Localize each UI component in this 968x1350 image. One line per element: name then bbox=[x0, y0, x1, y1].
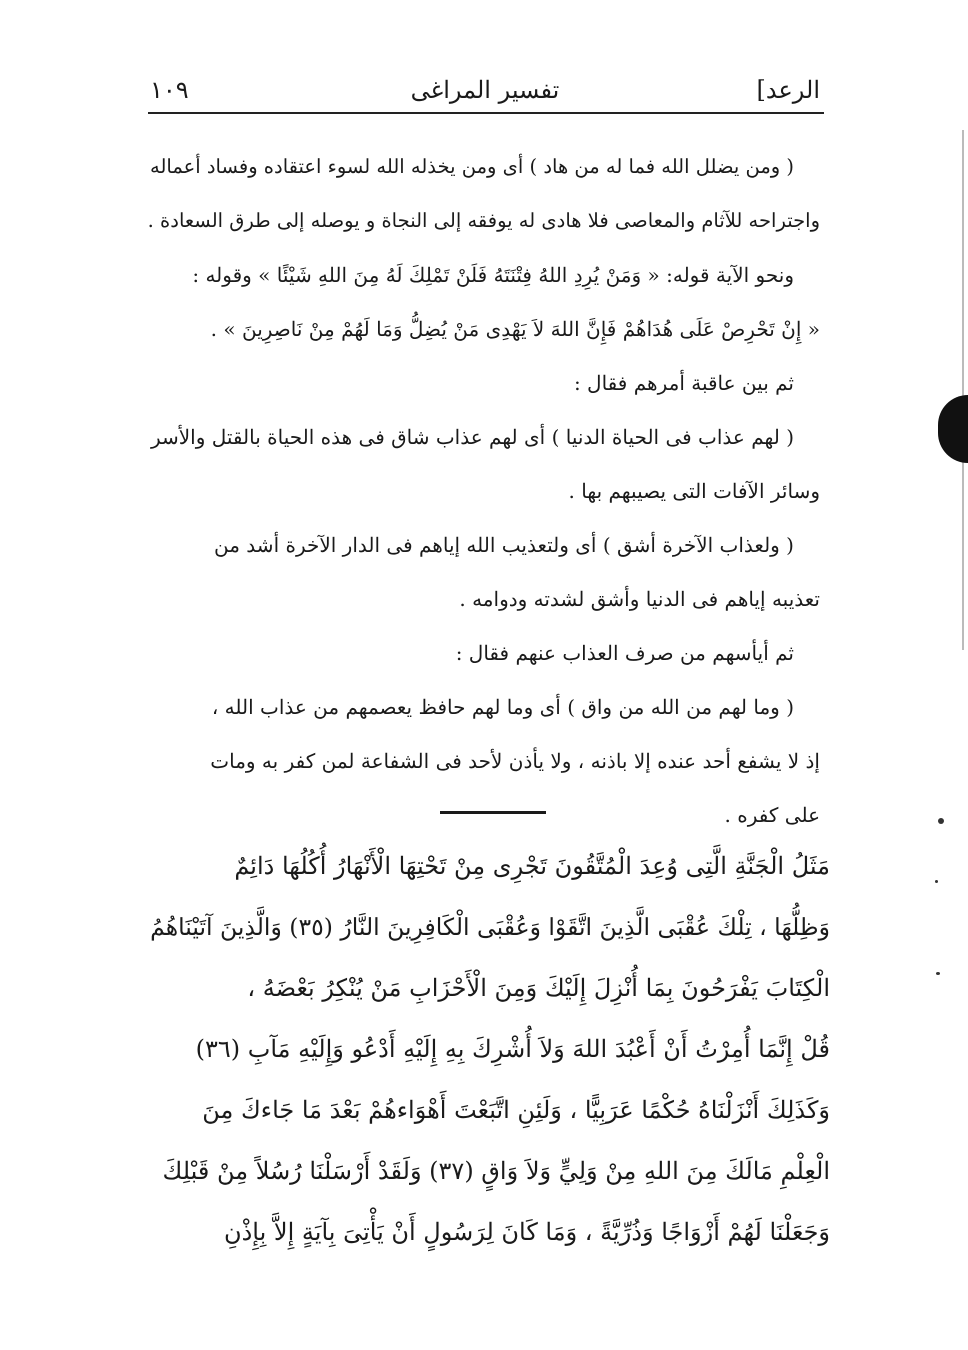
verse-line: قُلْ إِنَّمَا أُمِرْتُ أَنْ أَعْبُدَ اللهَ وَلاَ أُشْرِكَ بِهِ إِلَيْهِ أَدْعُو وَإِلَيْهِ مَآبِ (٣٦) bbox=[195, 1035, 830, 1063]
commentary-line: ثم بين عاقبة أمرهم فقال : bbox=[573, 371, 794, 395]
commentary-line: ونحو الآية قوله: « وَمَنْ يُرِدِ اللهُ فِتْنَتَهُ فَلَنْ تَمْلِكَ لَهُ مِنَ اللهِ شَيْئًا » وقوله : bbox=[192, 263, 794, 287]
commentary-line: « إِنْ تَحْرِصْ عَلَى هُدَاهُمْ فَإِنَّ اللهَ لاَ يَهْدِى مَنْ يُضِلُّ وَمَا لَهُمْ مِنْ نَاصِرِينَ » . bbox=[210, 317, 820, 341]
scan-speck bbox=[936, 972, 940, 975]
commentary-line: ثم أيأسهم من صرف العذاب عنهم فقال : bbox=[455, 641, 794, 665]
verse-line: وَظِلُّهَا ، تِلْكَ عُقْبَى الَّذِينَ اتَّقَوْا وَعُقْبَى الْكَافِرِينَ النَّارُ (٣٥) وَالَّذِينَ آتَيْنَاهُمُ bbox=[150, 913, 830, 941]
verse-line: الْعِلْمِ مَالَكَ مِنَ اللهِ مِنْ وَلِيٍّ وَلاَ وَاقٍ (٣٧) وَلَقَدْ أَرْسَلْنَا رُسُلاً مِنْ قَبْلِكَ bbox=[162, 1157, 830, 1185]
commentary-line: ( لهم عذاب فى الحياة الدنيا ) أى لهم عذاب شاق فى هذه الحياة بالقتل والأسر bbox=[150, 425, 794, 449]
commentary-line: تعذيبه إياهم فى الدنيا وأشق لشدته ودوامه . bbox=[459, 587, 820, 611]
scan-speck bbox=[935, 880, 938, 883]
scan-speck bbox=[938, 818, 944, 824]
verse-line: الْكِتَابَ يَفْرَحُونَ بِمَا أُنْزِلَ إِلَيْكَ وَمِنَ الْأَحْزَابِ مَنْ يُنْكِرُ بَعْضَهُ ، bbox=[247, 974, 830, 1002]
page-header bbox=[150, 72, 820, 112]
section-separator bbox=[440, 811, 546, 814]
commentary-line: إذ لا يشفع أحد عنده إلا باذنه ، ولا يأذن لأحد فى الشفاعة لمن كفر به ومات bbox=[210, 749, 820, 773]
commentary-line: ( وما لهم من الله من واق ) أى وما لهم حافظ يعصمهم من عذاب الله ، bbox=[211, 695, 794, 719]
verse-line: مَثَلُ الْجَنَّةِ الَّتِى وُعِدَ الْمُتَّقُونَ تَجْرِى مِنْ تَحْتِهَا الْأَنْهَارُ أُكُلُهَا دَائِمٌ bbox=[234, 852, 830, 880]
verse-line: وَجَعَلْنَا لَهُمْ أَزْوَاجًا وَذُرِّيَّةً ، وَمَا كَانَ لِرَسُولٍ أَنْ يَأْتِىَ بِآيَةٍ إِلاَّ بِإِذْنِ bbox=[223, 1218, 830, 1246]
commentary-line: على كفره . bbox=[724, 803, 820, 827]
quran-text bbox=[140, 836, 830, 1263]
header-rule bbox=[148, 112, 824, 114]
commentary-text bbox=[148, 140, 820, 842]
scan-edge bbox=[962, 130, 964, 650]
book-title: تفسير المراغى bbox=[410, 76, 560, 104]
commentary-line: ( ولعذاب الآخرة أشق ) أى ولتعذيب الله إياهم فى الدار الآخرة أشد من bbox=[214, 533, 794, 557]
commentary-line: ( ومن يضلل الله فما له من هاد ) أى ومن يخذله الله لسوء اعتقاده وفساد أعماله bbox=[149, 155, 794, 178]
commentary-line: وسائر الآفات التى يصيبهم بها . bbox=[568, 479, 820, 503]
verse-line: وَكَذَلِكَ أَنْزَلْنَاهُ حُكْمًا عَرَبِيًّا ، وَلَئِنِ اتَّبَعْتَ أَهْوَاءهُمْ بَعْدَ مَا جَاءكَ مِنَ bbox=[202, 1096, 830, 1124]
commentary-line: واجتراحه للآثام والمعاصى فلا هادى له يوفقه إلى النجاة و يوصله إلى طرق السعادة . bbox=[148, 209, 820, 232]
surah-name: الرعد] bbox=[756, 76, 820, 104]
page-number: ١٠٩ bbox=[150, 76, 189, 104]
scan-blot bbox=[938, 395, 968, 463]
